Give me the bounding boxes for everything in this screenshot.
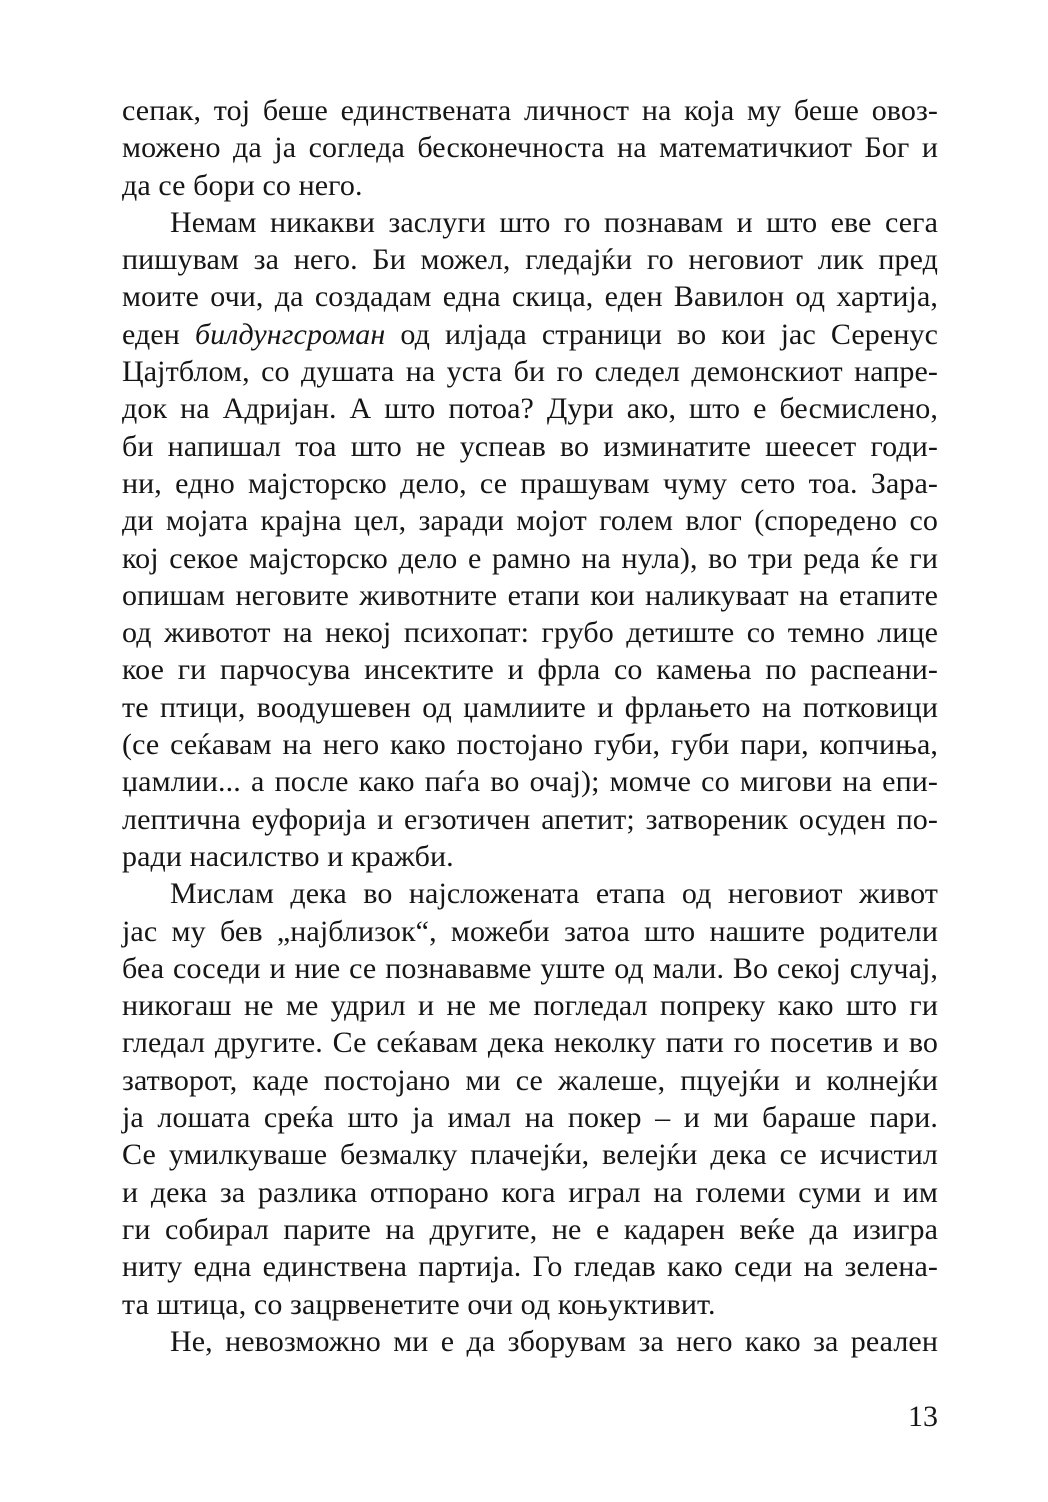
text-line — [122, 540, 938, 577]
text-line — [122, 1286, 938, 1323]
text-segment: кое ги парчосува инсектите и фрла со камења по распеани- — [122, 653, 938, 687]
text-line — [122, 1323, 938, 1360]
text-line — [122, 92, 938, 129]
text-line — [122, 1136, 938, 1173]
text-line — [122, 1174, 938, 1211]
text-segment: кој секое мајсторско дело е рамно на нула), во три реда ќе ги — [122, 541, 938, 575]
text-line — [122, 1062, 938, 1099]
text-segment: ради насилство и кражби. — [122, 839, 454, 873]
text-line — [122, 801, 938, 838]
italic-term: билдунгсроман — [194, 317, 386, 351]
text-line — [122, 689, 938, 726]
text-segment: ди мојата крајна цел, заради мојот голем влог (споредено со — [122, 504, 938, 538]
text-line — [122, 390, 938, 427]
text-line — [122, 241, 938, 278]
text-segment: можено да ја согледа бесконечноста на математичкиот Бог и — [122, 131, 938, 165]
text-segment: те птици, воодушевен од џамлиите и фрлањето на потковици — [122, 690, 938, 724]
text-segment: еден — [122, 317, 195, 351]
text-segment: јас му бев „најблизок“, можеби затоа што нашите родители — [122, 914, 938, 948]
text-segment: сепак, тој беше единствената личност на која му беше овоз- — [122, 94, 938, 127]
text-line — [122, 577, 938, 614]
text-segment: би напишал тоа што не успеав во изминатите шеесет годи- — [122, 429, 938, 463]
text-line — [122, 1211, 938, 1248]
text-line — [122, 465, 938, 502]
text-segment: Цајтблом, со душата на уста би го следел демонскиот напре- — [122, 355, 938, 389]
text-segment: пишувам за него. Би можел, гледајќи го неговиот лик пред — [122, 243, 938, 277]
text-line — [122, 950, 938, 987]
paragraph — [122, 92, 938, 204]
paragraph — [122, 204, 938, 875]
text-line — [122, 987, 938, 1024]
text-block — [122, 92, 938, 1360]
text-segment: и дека за разлика отпорано кога играл на големи суми и им — [122, 1175, 938, 1209]
text-segment: ниту една единствена партија. Го гледав како седи на зелена- — [122, 1250, 938, 1284]
text-line — [122, 763, 938, 800]
text-line — [122, 1024, 938, 1061]
text-line — [122, 502, 938, 539]
text-line — [122, 316, 938, 353]
text-segment: беа соседи и ние се познававме уште од мали. Во секој случај, — [122, 951, 938, 985]
text-segment: ни, едно мајсторско дело, се прашувам чуму сето тоа. Зара- — [122, 466, 938, 500]
text-line — [122, 428, 938, 465]
text-line — [122, 278, 938, 315]
text-segment: опишам неговите животните етапи кои наликуваат на етапите — [122, 578, 938, 612]
paragraph — [122, 875, 938, 1323]
text-line — [122, 913, 938, 950]
text-line — [122, 875, 938, 912]
text-segment: никогаш не ме удрил и не ме погледал попреку како што ги — [122, 989, 938, 1023]
text-line — [122, 129, 938, 166]
text-segment: Не, невозможно ми е да зборувам за него како за реален — [170, 1324, 938, 1358]
text-line — [122, 651, 938, 688]
text-segment: џамлии... а после како паѓа во очај); момче со мигови на епи- — [122, 765, 938, 799]
text-segment: моите очи, да создадам една скица, еден Вавилон од хартија, — [122, 280, 938, 314]
text-line — [122, 838, 938, 875]
text-segment: лептична еуфорија и егзотичен апетит; затвореник осуден по- — [122, 802, 938, 836]
text-segment: Мислам дека во најсложената етапа од неговиот живот — [170, 877, 938, 911]
page-number: 13 — [908, 1400, 938, 1433]
text-line — [122, 167, 938, 204]
paragraph — [122, 1323, 938, 1360]
text-line — [122, 1248, 938, 1285]
text-line — [122, 1099, 938, 1136]
text-segment: ги собирал парите на другите, не е кадарен веќе да изигра — [122, 1212, 938, 1246]
text-segment: (се сеќавам на него како постојано губи, губи пари, копчиња, — [122, 728, 938, 762]
text-segment: Немам никакви заслуги што го познавам и што еве сега — [170, 205, 938, 239]
text-segment: Се умилкуваше безмалку плачејќи, велејќи дека се исчистил — [122, 1138, 938, 1172]
text-line — [122, 614, 938, 651]
text-segment: док на Адријан. А што потоа? Дури ако, што е бесмислено, — [122, 392, 938, 426]
text-line — [122, 204, 938, 241]
text-line — [122, 353, 938, 390]
text-segment: од илјада страници во кои јас Серенус — [385, 317, 938, 351]
text-segment: затворот, каде постојано ми се жалеше, пцуејќи и колнејќи — [122, 1063, 938, 1097]
text-segment: та штица, со зацрвенетите очи од коњуктивит. — [122, 1287, 716, 1321]
text-segment: гледал другите. Се сеќавам дека неколку пати го посетив и во — [122, 1026, 938, 1060]
text-segment: ја лошата среќа што ја имал на покер – и ми бараше пари. — [122, 1101, 938, 1135]
text-segment: да се бори со него. — [122, 168, 363, 202]
text-segment: од животот на некој психопат: грубо детиште со темно лице — [122, 616, 938, 650]
text-line — [122, 726, 938, 763]
